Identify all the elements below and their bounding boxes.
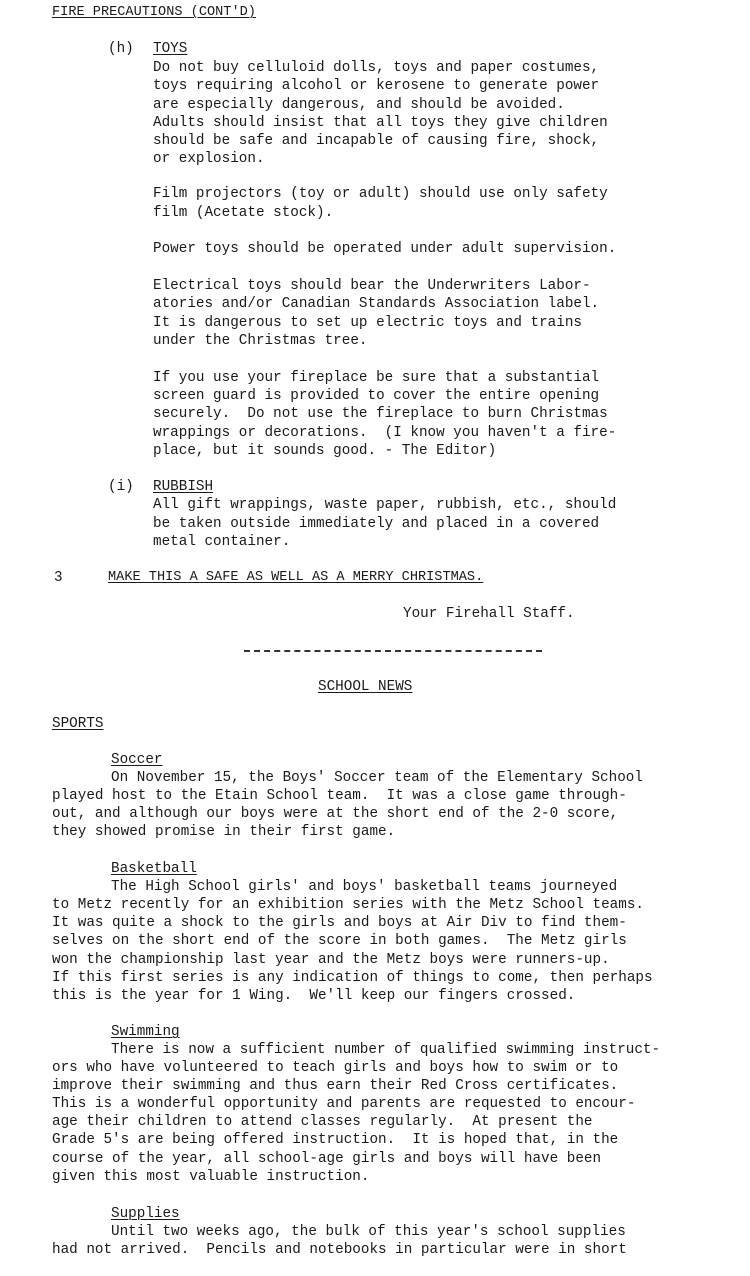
supplies-line: had not arrived. Pencils and notebooks in particular were in short [52, 1242, 627, 1258]
swimming-line: age their children to attend classes regularly. At present the [52, 1114, 593, 1130]
toys-p1-line: Adults should insist that all toys they give children [153, 115, 608, 131]
section-h-marker: (h) [108, 41, 134, 57]
swimming-heading: Swimming [111, 1024, 180, 1040]
rubbish-line: metal container. [153, 534, 291, 550]
soccer-line: played host to the Etain School team. It was a close game through- [52, 788, 627, 804]
toys-p4-line: under the Christmas tree. [153, 333, 368, 349]
basketball-line: If this first series is any indication of things to come, then perhaps [52, 970, 653, 986]
rubbish-heading: RUBBISH [153, 479, 214, 495]
toys-p5-line: If you use your fireplace be sure that a substantial [153, 370, 600, 386]
rubbish-line: be taken outside immediately and placed in a covered [153, 516, 600, 532]
swimming-line: Grade 5's are being offered instruction. It is hoped that, in the [52, 1132, 619, 1148]
toys-p1-line: or explosion. [153, 151, 265, 167]
item-3-number: 3 [54, 570, 63, 586]
signature: Your Firehall Staff. [403, 606, 575, 622]
swimming-line: This is a wonderful opportunity and parents are requested to encour- [52, 1096, 636, 1112]
basketball-line: won the championship last year and the Metz boys were runners-up. [52, 952, 610, 968]
basketball-line: this is the year for 1 Wing. We'll keep our fingers crossed. [52, 988, 576, 1004]
swimming-line: ors who have volunteered to teach girls and boys how to swim or to [52, 1060, 619, 1076]
soccer-line: they showed promise in their first game. [52, 824, 396, 840]
soccer-line: out, and although our boys were at the short end of the 2-0 score, [52, 806, 619, 822]
toys-heading: TOYS [153, 41, 188, 57]
toys-p4-line: Electrical toys should bear the Underwriters Labor- [153, 278, 591, 294]
basketball-line: It was quite a shock to the girls and boys at Air Div to find them- [52, 915, 627, 931]
toys-p1-line: are especially dangerous, and should be avoided. [153, 97, 565, 113]
toys-p1-line: Do not buy celluloid dolls, toys and paper costumes, [153, 60, 600, 76]
toys-p3-line: Power toys should be operated under adult supervision. [153, 241, 617, 257]
toys-p5-line: screen guard is provided to cover the entire opening [153, 388, 600, 404]
toys-p5-line: wrappings or decorations. (I know you haven't a fire- [153, 425, 617, 441]
swimming-line: course of the year, all school-age girls and boys will have been [52, 1151, 602, 1167]
toys-p4-line: It is dangerous to set up electric toys and trains [153, 315, 582, 331]
basketball-line: The High School girls' and boys' basketball teams journeyed [111, 879, 618, 895]
toys-p1-line: should be safe and incapable of causing fire, shock, [153, 133, 600, 149]
swimming-line: improve their swimming and thus earn their Red Cross certificates. [52, 1078, 619, 1094]
supplies-line: Until two weeks ago, the bulk of this year's school supplies [111, 1224, 626, 1240]
toys-p4-line: atories and/or Canadian Standards Association label. [153, 296, 600, 312]
soccer-line: On November 15, the Boys' Soccer team of the Elementary School [111, 770, 643, 786]
basketball-line: selves on the short end of the score in both games. The Metz girls [52, 933, 627, 949]
toys-p2-line: Film projectors (toy or adult) should use only safety [153, 186, 608, 202]
page-header: FIRE PRECAUTIONS (CONT'D) [52, 5, 256, 20]
toys-p1-line: toys requiring alcohol or kerosene to generate power [153, 78, 600, 94]
sports-heading: SPORTS [52, 716, 104, 732]
toys-p2-line: film (Acetate stock). [153, 205, 334, 221]
dashed-separator [244, 650, 542, 652]
supplies-heading: Supplies [111, 1206, 180, 1222]
swimming-line: There is now a sufficient number of qualified swimming instruct- [111, 1042, 661, 1058]
swimming-line: given this most valuable instruction. [52, 1169, 370, 1185]
toys-p5-line: securely. Do not use the fireplace to burn Christmas [153, 406, 608, 422]
soccer-heading: Soccer [111, 752, 163, 768]
school-news-title: SCHOOL NEWS [318, 679, 413, 695]
toys-p5-line: place, but it sounds good. - The Editor) [153, 443, 497, 459]
rubbish-line: All gift wrappings, waste paper, rubbish, etc., should [153, 497, 617, 513]
item-3-text: MAKE THIS A SAFE AS WELL AS A MERRY CHRISTMAS. [108, 570, 484, 585]
basketball-heading: Basketball [111, 861, 197, 877]
basketball-line: to Metz recently for an exhibition series with the Metz School teams. [52, 897, 644, 913]
section-i-marker: (i) [108, 479, 134, 495]
